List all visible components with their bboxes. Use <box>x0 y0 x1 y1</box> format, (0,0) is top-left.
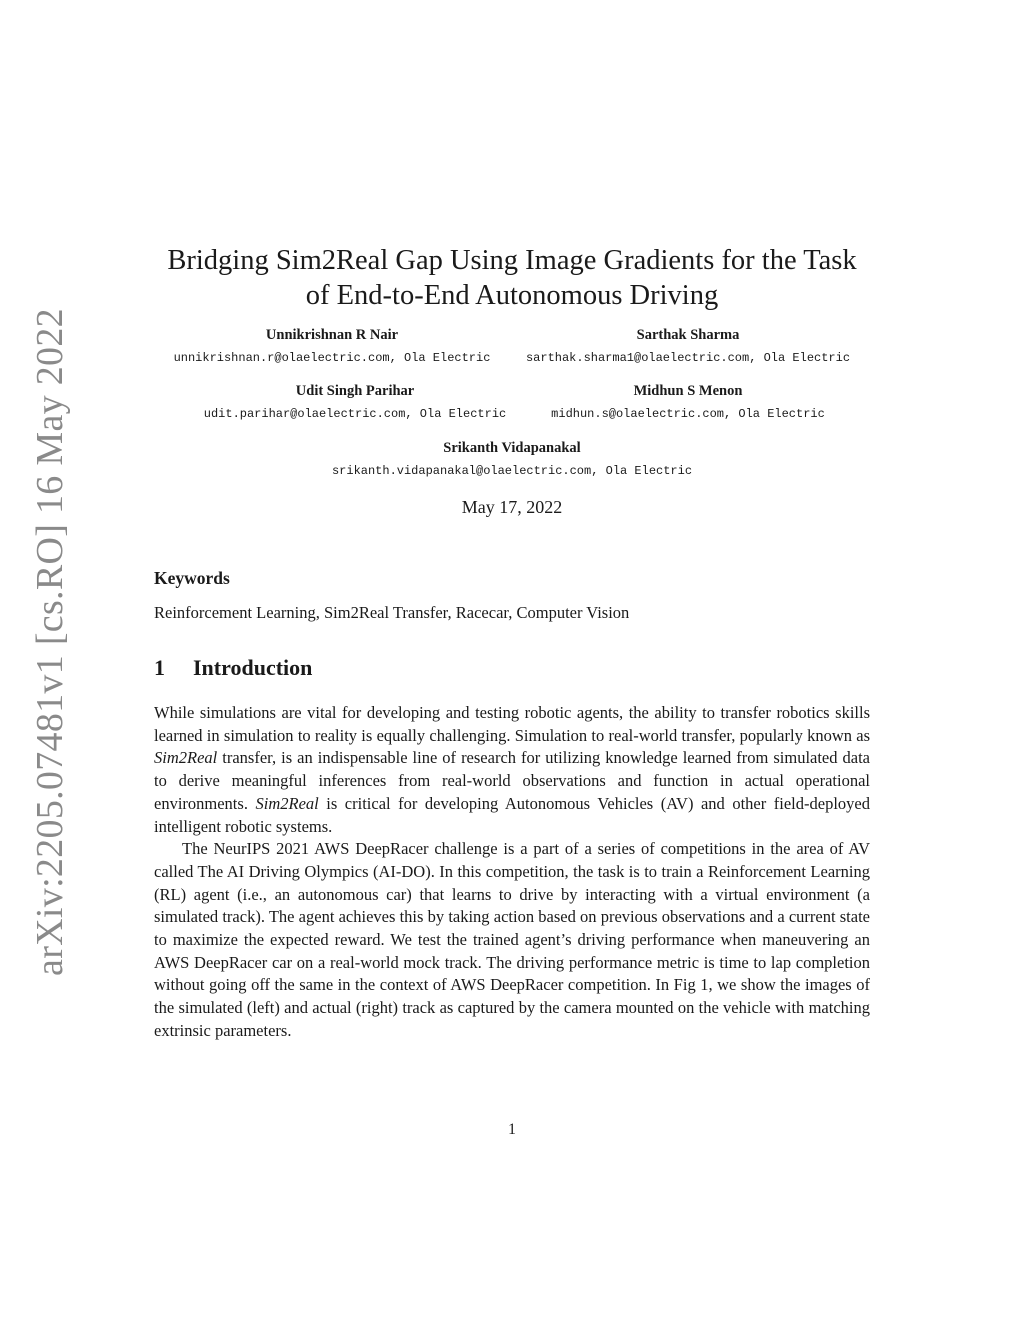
para1-part-a: While simulations are vital for developing and testing robotic agents, the ability to transfer robotics skills learned in simulation to reality is equally challenging. Simulation to real-world transfer, popularly known as <box>154 703 870 745</box>
author-2 <box>520 326 856 366</box>
para1-part-b: transfer, is an indispensable line of research for utilizing knowledge learned from simulated data to derive meaningful inferences from real-world observations and function in actual operational environments. <box>154 748 870 813</box>
author-5 <box>312 439 712 479</box>
paper-date: May 17, 2022 <box>461 497 563 517</box>
paragraph-2: The NeurIPS 2021 AWS DeepRacer challenge is a part of a series of competitions in the area of AV called The AI Driving Olympics (AI-DO). In this competition, the task is to train a Reinforcement Learning (RL) agent (i.e., an autonomous car) that learns to drive by interacting with a virtual environment (a simulated track). The agent achieves this by taking action based on previous observations and a current state to maximize the expected reward. We test the trained agent’s driving performance when maneuvering an AWS DeepRacer car on a real-world mock track. The driving performance metric is time to lap completion without going off the same in the context of AWS DeepRacer competition. In Fig 1, we show the images of the simulated (left) and actual (right) track as captured by the camera mounted on the vehicle with matching extrinsic parameters. <box>154 839 870 1040</box>
author-email[interactable]: srikanth.vidapanakal@olaelectric.com, Ola Electric <box>331 464 693 478</box>
author-name: Midhun S Menon <box>633 383 743 399</box>
keywords-heading: Keywords <box>154 568 230 588</box>
section-number: 1 <box>154 655 165 680</box>
author-email[interactable]: udit.parihar@olaelectric.com, Ola Electric <box>203 407 507 421</box>
author-email[interactable]: sarthak.sharma1@olaelectric.com, Ola Electric <box>525 351 851 365</box>
author-name: Udit Singh Parihar <box>295 383 415 399</box>
page-number: 1 <box>508 1121 516 1138</box>
author-1 <box>170 326 494 366</box>
author-name: Sarthak Sharma <box>636 327 740 343</box>
author-email[interactable]: midhun.s@olaelectric.com, Ola Electric <box>551 407 825 421</box>
author-name: Srikanth Vidapanakal <box>443 440 581 456</box>
author-4 <box>540 382 836 422</box>
sim2real-term: Sim2Real <box>255 793 319 813</box>
author-name: Unnikrishnan R Nair <box>265 327 399 343</box>
author-3 <box>200 382 510 422</box>
keywords-text: Reinforcement Learning, Sim2Real Transfer, Racecar, Computer Vision <box>154 603 630 622</box>
paper-title <box>140 243 884 313</box>
arxiv-identifier[interactable]: arXiv:2205.07481v1 [cs.RO] 16 May 2022 <box>29 308 71 976</box>
section-heading <box>154 655 312 681</box>
introduction-body <box>154 702 870 1043</box>
sim2real-term: Sim2Real <box>154 748 218 768</box>
section-title: Introduction <box>193 655 313 680</box>
title-line-2: of End-to-End Autonomous Driving <box>305 280 719 312</box>
para1-part-c: is critical for developing Autonomous Vehicles (AV) and other field-deployed intelligent robotic systems. <box>154 793 870 836</box>
author-email[interactable]: unnikrishnan.r@olaelectric.com, Ola Electric <box>173 351 491 365</box>
paragraph-1 <box>154 702 870 838</box>
title-line-1: Bridging Sim2Real Gap Using Image Gradients for the Task <box>167 245 857 277</box>
